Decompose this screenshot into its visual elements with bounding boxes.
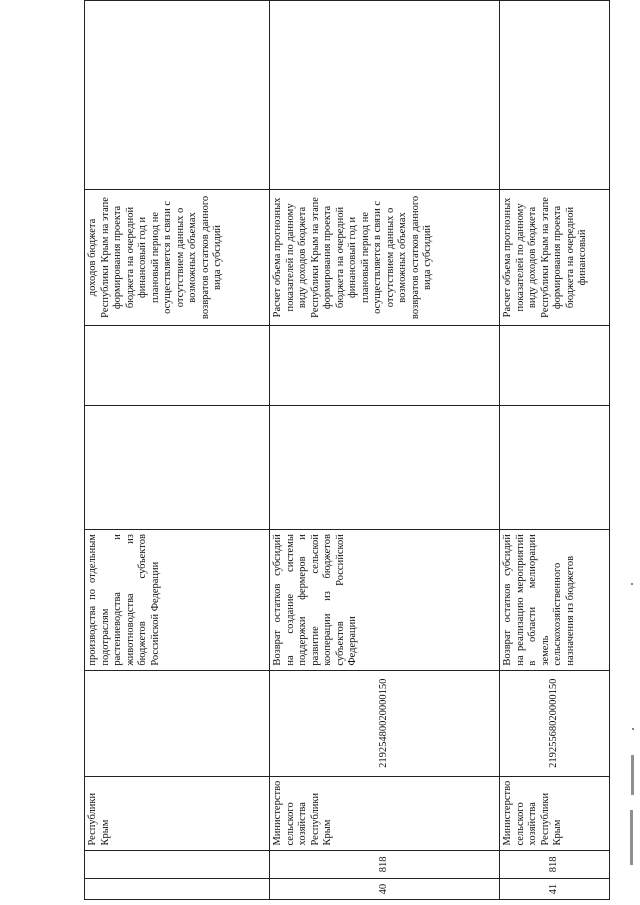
empty-cell — [500, 1, 610, 190]
admin-code-cell: 818 — [270, 850, 500, 879]
admin-code-cell: 818 — [500, 850, 610, 879]
administrator-cell: Министерство сельского хозяйства Республики Крым — [270, 776, 500, 850]
scan-dot — [632, 728, 634, 730]
empty-cell — [85, 1, 270, 190]
forecast-table — [84, 0, 610, 900]
admin-code-cell — [85, 850, 270, 879]
kbk-code-cell: 21925568020000150 — [500, 670, 610, 776]
empty-cell — [85, 405, 270, 529]
kbk-code-cell — [85, 670, 270, 776]
table-body — [85, 1, 610, 900]
scan-mark — [631, 755, 634, 795]
calculation-method-cell: Расчет объема прогнозных показателей по данному виду доходов бюджета Республики Крым на этапе формирования проекта бюджета на очередной финансовый — [500, 189, 610, 325]
revenue-name-cell: Возврат остатков субсидий на создание системы поддержки фермеров и развитие сельской кооперации из бюджетов субъектов Российской Федерации — [270, 530, 500, 671]
calculation-method-cell: Расчет объема прогнозных показателей по данному виду доходов бюджета Республики Крым на этапе формирования проекта бюджета на очередной финансовый год и плановый период не осуществляется в связи с отсутствием данных о возможных объемах возвратов остатков данного вида субсидий — [270, 189, 500, 325]
row-number-cell: 40 — [270, 879, 500, 900]
scan-dot — [631, 583, 633, 585]
table-row — [270, 1, 500, 900]
kbk-code-cell: 21925480020000150 — [270, 670, 500, 776]
administrator-cell: Республики Крым — [85, 776, 270, 850]
empty-cell — [500, 405, 610, 529]
table-row — [500, 1, 610, 900]
empty-cell — [270, 405, 500, 529]
empty-cell — [270, 1, 500, 190]
empty-cell — [270, 326, 500, 406]
table-row — [85, 1, 270, 900]
scan-mark — [630, 810, 633, 865]
empty-cell — [500, 326, 610, 406]
row-number-cell — [85, 879, 270, 900]
calculation-method-cell: доходов бюджета Республики Крым на этапе формирования проекта бюджета на очередной финансовый год и плановый период не осуществляется в связи с отсутствием данных о возможных объемах возвратов остатков данного вида субсидий — [85, 189, 270, 325]
row-number-cell: 41 — [500, 879, 610, 900]
revenue-name-cell: Возврат остатков субсидий на реализацию мероприятий в области мелиорации земель сельскохозяйственного назначения из бюджетов — [500, 530, 610, 671]
administrator-cell: Министерство сельского хозяйства Республики Крым — [500, 776, 610, 850]
revenue-name-cell: производства по отдельным подотраслям растениеводства и животноводства из бюджетов субъектов Российской Федерации — [85, 530, 270, 671]
empty-cell — [85, 326, 270, 406]
